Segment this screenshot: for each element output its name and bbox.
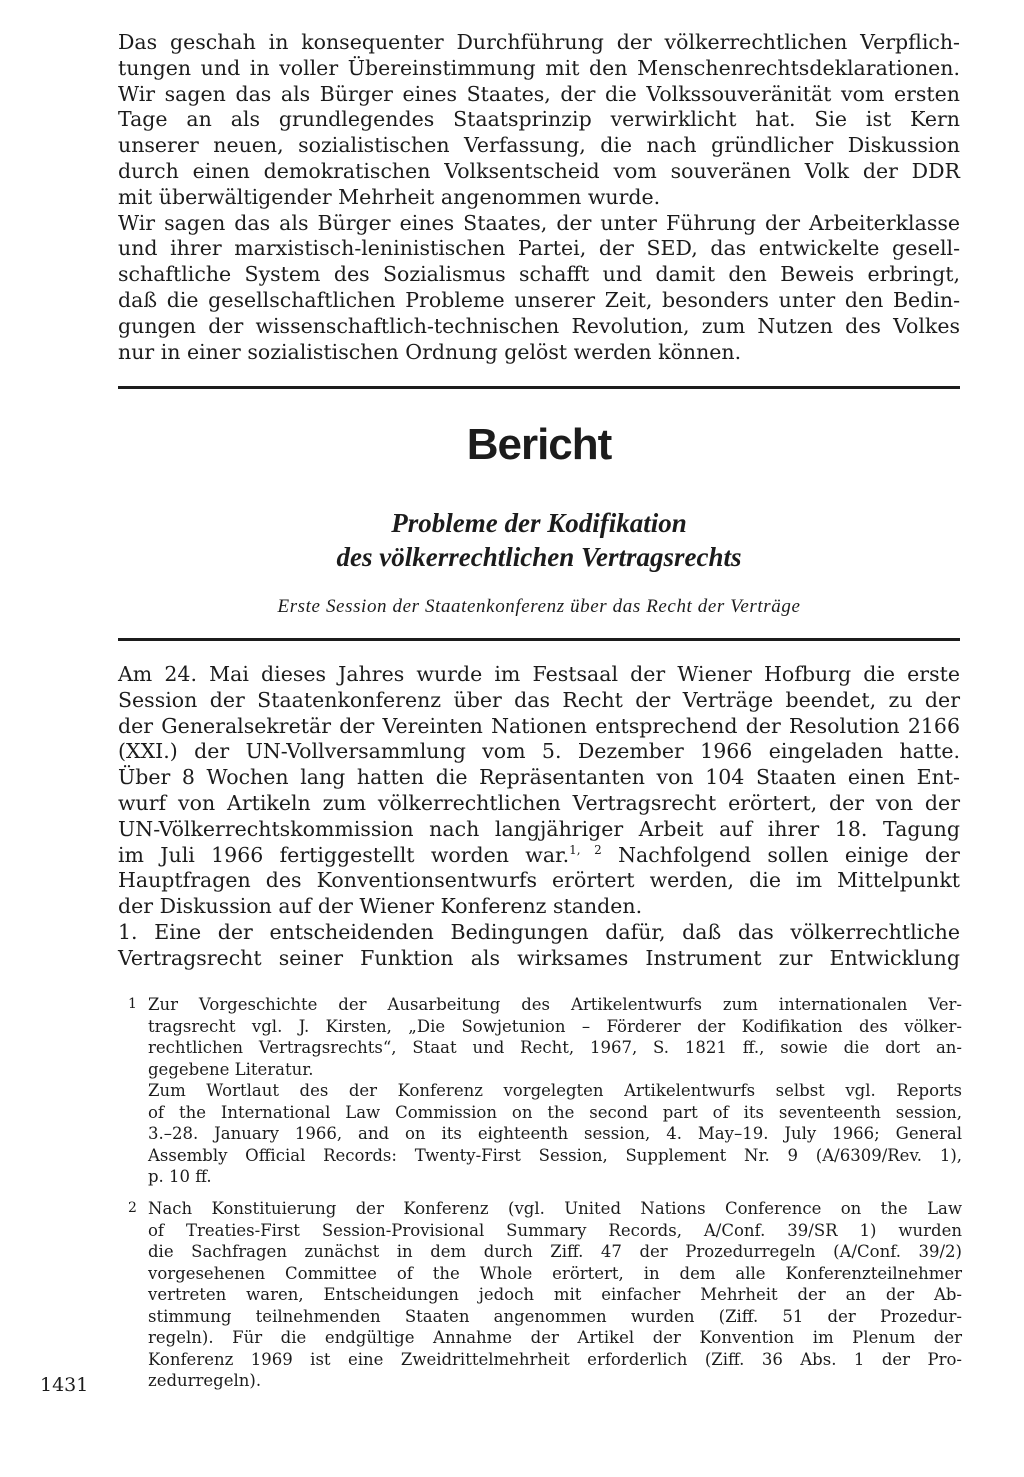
- text-line: Session der Staatenkonferenz über das Recht der Verträge beendet, zu der: [118, 687, 960, 712]
- text-line: daß die gesellschaftlichen Probleme unserer Zeit, besonders unter den Bedin-: [118, 287, 960, 312]
- footnote-number: 1: [128, 996, 137, 1012]
- footnote: [128, 1198, 962, 1392]
- article-title-line: Probleme der Kodifikation: [391, 508, 687, 538]
- text-line: mit überwältigender Mehrheit angenommen wurde.: [118, 184, 661, 209]
- footnote-line: vertreten waren, Entscheidungen jedoch mit einfacher Mehrheit der an der Ab-: [148, 1285, 962, 1304]
- article-subtitle: Erste Session der Staatenkonferenz über das Recht der Verträge: [277, 596, 801, 617]
- footnote-line: Konferenz 1969 ist eine Zweidrittelmehrheit erforderlich (Ziff. 36 Abs. 1 der Pro-: [148, 1349, 962, 1369]
- footnote-reference: 1, 2: [569, 842, 602, 857]
- text-line: Tage an als grundlegendes Staatsprinzip verwirklicht hat. Sie ist Kern: [118, 107, 960, 132]
- text-line: Vertragsrecht seiner Funktion als wirksames Instrument zur Entwicklung: [118, 945, 960, 970]
- text-line: 1. Eine der entscheidenden Bedingungen dafür, daß das völkerrechtliche: [118, 919, 960, 944]
- text-fragment: im Juli 1966 fertiggestellt worden war.: [118, 842, 570, 867]
- text-line: Am 24. Mai dieses Jahres wurde im Festsaal der Wiener Hofburg die erste: [118, 662, 960, 686]
- footnote-line: Zum Wortlaut des der Konferenz vorgelegten Artikelentwurfs selbst vgl. Reports: [148, 1081, 962, 1100]
- text-line: schaftliche System des Sozialismus schafft und damit den Beweis erbringt,: [118, 262, 960, 287]
- article-title-line: des völkerrechtlichen Vertragsrechts: [336, 542, 742, 572]
- footnote-line: die Sachfragen zunächst in dem durch Ziff. 47 der Prozedurregeln (A/Conf. 39/2): [148, 1242, 962, 1261]
- text-line: Über 8 Wochen lang hatten die Repräsentanten von 104 Staaten einen Ent-: [118, 765, 960, 790]
- text-line: tungen und in voller Übereinstimmung mit den Menschenrechtsdeklarationen.: [118, 55, 960, 80]
- footnote-line: Assembly Official Records: Twenty-First Session, Supplement Nr. 9 (A/6309/Rev. 1),: [148, 1145, 962, 1165]
- footnote-line: tragsrecht vgl. J. Kirsten, „Die Sowjetunion – Förderer der Kodifikation des völker-: [148, 1016, 962, 1036]
- text-line: Wir sagen das als Bürger eines Staates, der die Volkssouveränität vom ersten: [118, 81, 960, 106]
- footnote: [128, 994, 962, 1188]
- footnote-line: 3.–28. January 1966, and on its eighteenth session, 4. May–19. July 1966; General: [148, 1124, 962, 1143]
- footnote-line: stimmung teilnehmenden Staaten angenommen wurden (Ziff. 51 der Prozedur-: [148, 1306, 962, 1326]
- footnote-line: vorgesehenen Committee of the Whole erörtert, in dem alle Konferenzteilnehmer: [148, 1263, 962, 1283]
- section-divider: [118, 638, 960, 641]
- footnote-number: 2: [128, 1200, 137, 1216]
- text-line: und ihrer marxistisch-leninistischen Partei, der SED, das entwickelte gesell-: [118, 236, 960, 261]
- body-paragraph: [118, 662, 960, 972]
- text-line: Das geschah in konsequenter Durchführung der völkerrechtlichen Verpflich-: [118, 30, 960, 54]
- footnote-line: regeln). Für die endgültige Annahme der Artikel der Konvention im Plenum der: [148, 1328, 962, 1347]
- footnote-line: gegebene Literatur.: [148, 1059, 314, 1079]
- page-number: 1431: [40, 1374, 89, 1396]
- text-line: Hauptfragen des Konventionsentwurfs erörtert werden, die im Mittelpunkt: [118, 868, 960, 893]
- text-fragment: Nachfolgend sollen einige der: [618, 842, 960, 867]
- text-line: der Diskussion auf der Wiener Konferenz standen.: [118, 894, 643, 919]
- footnote-line: zedurregeln).: [148, 1371, 262, 1390]
- text-line: Wir sagen das als Bürger eines Staates, der unter Führung der Arbeiterklasse: [118, 210, 960, 235]
- text-line: unserer neuen, sozialistischen Verfassung, die nach gründlicher Diskussion: [118, 133, 960, 158]
- text-line: (XXI.) der UN-Vollversammlung vom 5. Dezember 1966 eingeladen hatte.: [118, 739, 960, 764]
- text-line: der Generalsekretär der Vereinten Nationen entsprechend der Resolution 2166: [118, 713, 960, 738]
- text-line: UN-Völkerrechtskommission nach langjähriger Arbeit auf ihrer 18. Tagung: [118, 816, 960, 841]
- text-line-with-footnote: [118, 843, 960, 869]
- footnote-line: Nach Konstituierung der Konferenz (vgl. United Nations Conference on the Law: [148, 1199, 962, 1218]
- footnote-line: Zur Vorgeschichte der Ausarbeitung des Artikelentwurfs zum internationalen Ver-: [148, 995, 962, 1014]
- footnote-line: of Treaties-First Session-Provisional Summary Records, A/Conf. 39/SR 1) wurden: [148, 1220, 962, 1240]
- text-line: gungen der wissenschaftlich-technischen Revolution, zum Nutzen des Volkes: [118, 313, 960, 338]
- footnote-line: p. 10 ff.: [148, 1167, 212, 1186]
- text-line: wurf von Artikeln zum völkerrechtlichen Vertragsrecht erörtert, der von der: [118, 790, 960, 815]
- footnote-line: rechtlichen Vertragsrechts“, Staat und Recht, 1967, S. 1821 ff., sowie die dort an-: [148, 1038, 962, 1057]
- text-line: durch einen demokratischen Volksentscheid vom souveränen Volk der DDR: [118, 158, 960, 183]
- footnote-line: of the International Law Commission on the second part of its seventeenth session,: [148, 1102, 962, 1122]
- text-line: nur in einer sozialistischen Ordnung gelöst werden können.: [118, 339, 742, 364]
- section-heading: Bericht: [466, 420, 612, 469]
- section-divider: [118, 386, 960, 389]
- article-title: [118, 506, 960, 574]
- intro-paragraph: [118, 30, 960, 365]
